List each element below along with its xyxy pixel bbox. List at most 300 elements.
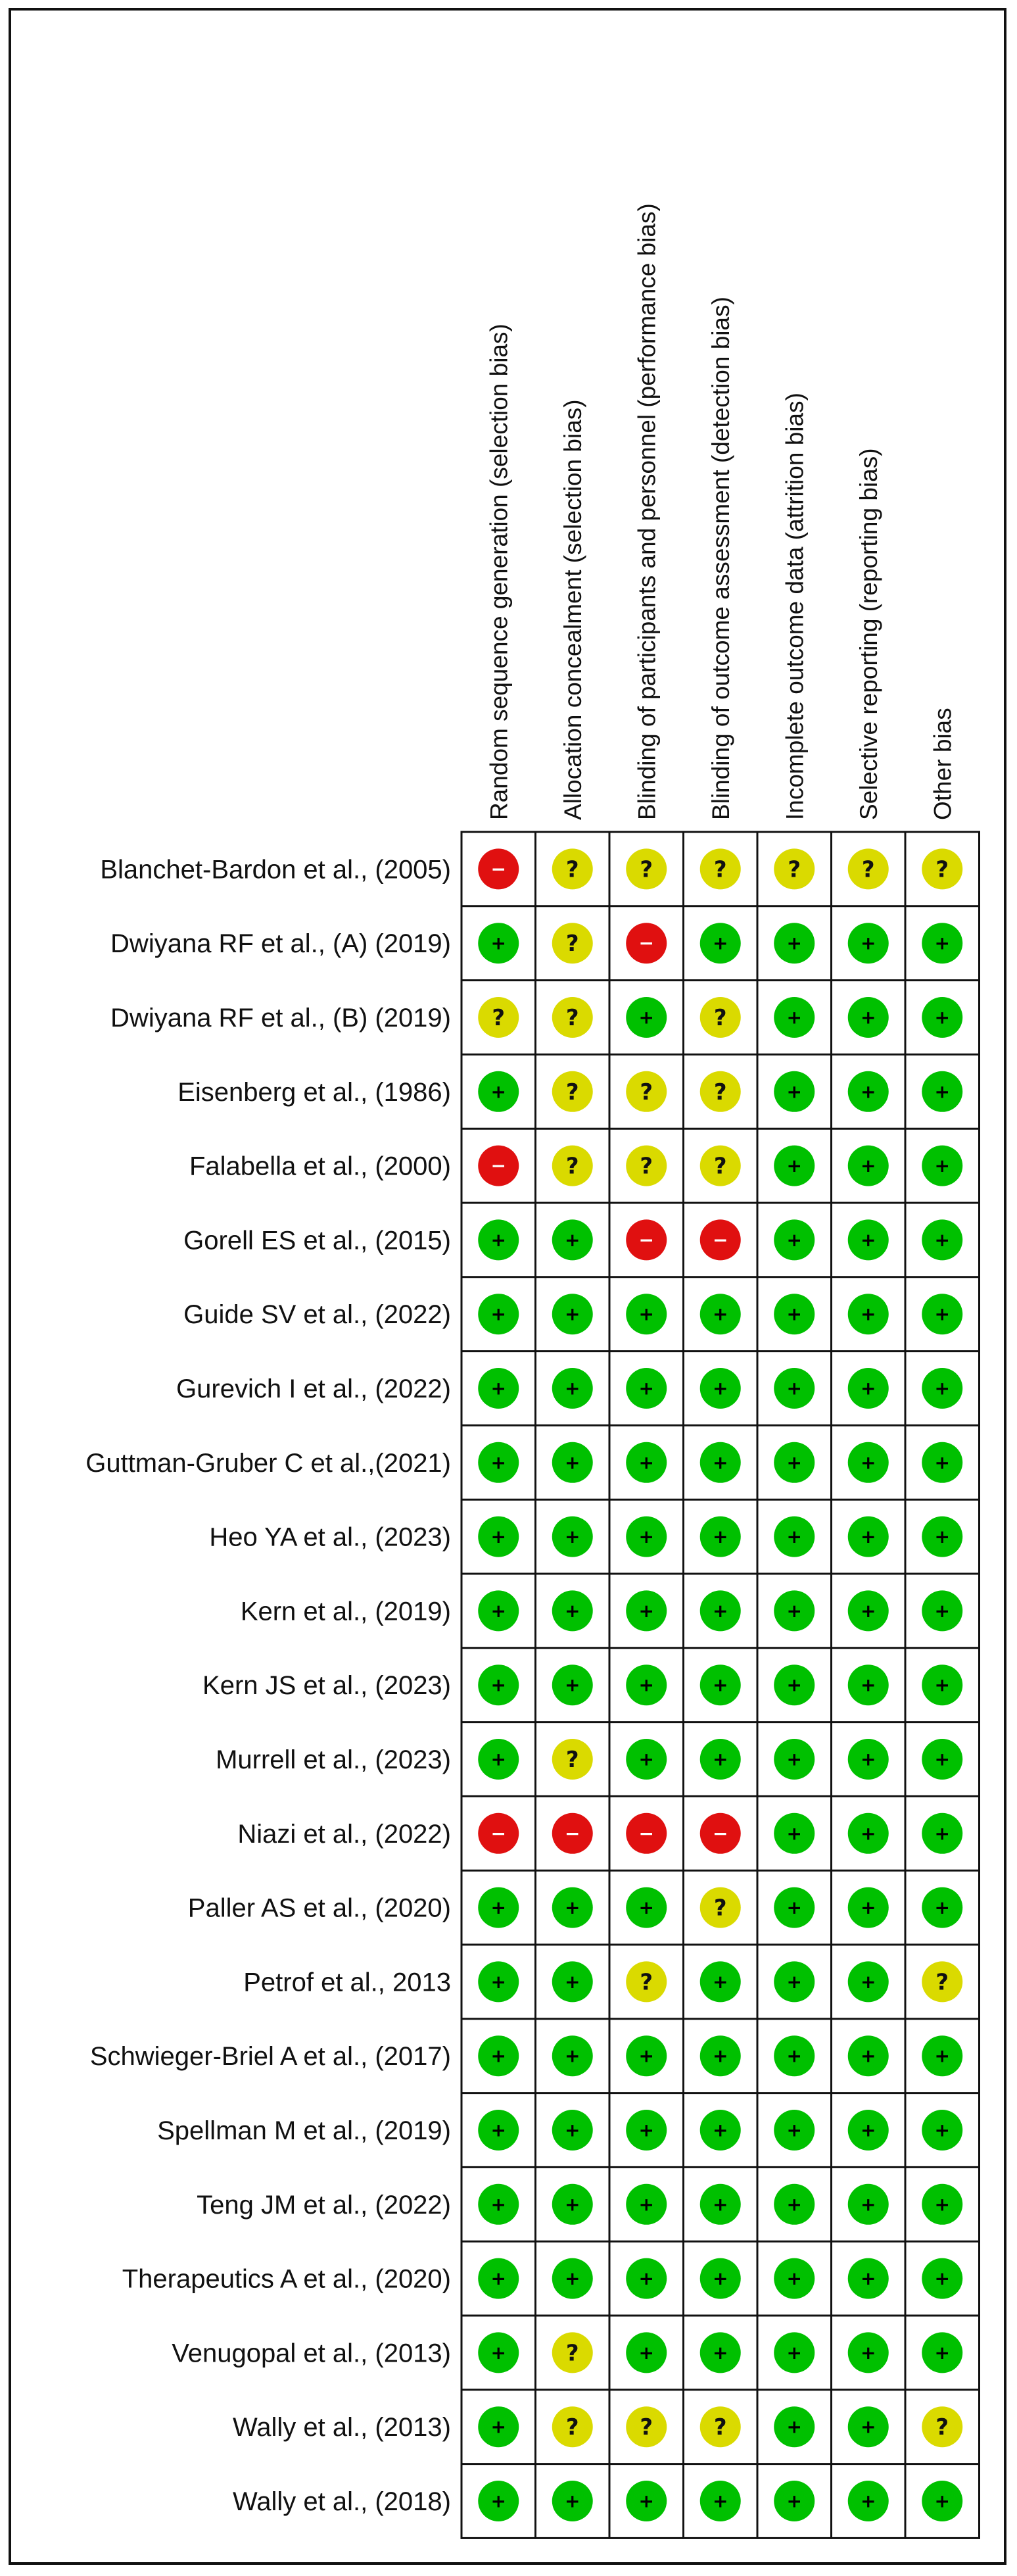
judgement-low xyxy=(848,2184,889,2225)
judgement-low xyxy=(700,2110,741,2151)
low-risk-symbol: + xyxy=(638,1674,654,1696)
low-risk-symbol: + xyxy=(861,1081,876,1103)
judgement-low xyxy=(922,1442,962,1483)
low-risk-symbol: + xyxy=(490,932,506,954)
judgement-low xyxy=(922,1887,962,1928)
row-label: Blanchet-Bardon et al., (2005) xyxy=(100,855,451,885)
unclear-risk-symbol: ? xyxy=(565,931,579,958)
unclear-risk-symbol: ? xyxy=(565,1005,579,1031)
low-risk-symbol: + xyxy=(786,2490,802,2512)
column-label: Incomplete outcome data (attrition bias) xyxy=(781,393,809,820)
low-risk-symbol: + xyxy=(934,1674,950,1696)
judgement-unclear xyxy=(552,2332,593,2373)
judgement-low xyxy=(626,997,667,1038)
judgement-low xyxy=(848,2110,889,2151)
unclear-risk-symbol: ? xyxy=(565,1079,579,1106)
judgement-low xyxy=(626,1294,667,1334)
judgement-low xyxy=(478,2332,519,2373)
judgement-low xyxy=(700,1442,741,1483)
judgement-low xyxy=(774,1887,815,1928)
judgement-low xyxy=(478,1219,519,1260)
judgement-low xyxy=(774,2110,815,2151)
unclear-risk-symbol: ? xyxy=(565,1747,579,1773)
low-risk-symbol: + xyxy=(490,1748,506,1770)
low-risk-symbol: + xyxy=(713,1526,728,1548)
judgement-low xyxy=(478,1071,519,1112)
judgement-low xyxy=(552,1665,593,1705)
judgement-unclear xyxy=(552,1146,593,1186)
row-label: Kern JS et al., (2023) xyxy=(202,1671,451,1701)
judgement-low xyxy=(848,1665,889,1705)
judgement-low xyxy=(922,2481,962,2521)
low-risk-symbol: + xyxy=(638,1006,654,1029)
judgement-low xyxy=(774,1961,815,2002)
row-label: Schwieger-Briel A et al., (2017) xyxy=(89,2042,451,2072)
judgement-low xyxy=(700,2481,741,2521)
judgement-low xyxy=(478,1665,519,1705)
judgement-low xyxy=(700,2258,741,2299)
low-risk-symbol: + xyxy=(638,1377,654,1399)
judgement-high xyxy=(700,1813,741,1854)
low-risk-symbol: + xyxy=(490,1451,506,1474)
judgement-unclear xyxy=(626,848,667,889)
low-risk-symbol: + xyxy=(565,2268,580,2290)
low-risk-symbol: + xyxy=(565,2193,580,2216)
judgement-low xyxy=(922,1219,962,1260)
unclear-risk-symbol: ? xyxy=(640,1153,653,1180)
judgement-low xyxy=(552,1887,593,1928)
judgement-unclear xyxy=(848,848,889,889)
low-risk-symbol: + xyxy=(565,1303,580,1325)
low-risk-symbol: + xyxy=(565,1674,580,1696)
row-label: Eisenberg et al., (1986) xyxy=(177,1077,451,1107)
judgement-low xyxy=(922,1665,962,1705)
judgement-low xyxy=(848,997,889,1038)
low-risk-symbol: + xyxy=(934,2490,950,2512)
low-risk-symbol: + xyxy=(490,2416,506,2438)
low-risk-symbol: + xyxy=(861,1897,876,1919)
low-risk-symbol: + xyxy=(565,1228,580,1251)
judgement-high xyxy=(478,1146,519,1186)
judgement-low xyxy=(700,2184,741,2225)
judgement-low xyxy=(552,2035,593,2076)
judgement-low xyxy=(700,1590,741,1631)
low-risk-symbol: + xyxy=(490,1674,506,1696)
low-risk-symbol: + xyxy=(638,1897,654,1919)
judgement-low xyxy=(478,1294,519,1334)
judgement-low xyxy=(848,1442,889,1483)
low-risk-symbol: + xyxy=(565,1526,580,1548)
low-risk-symbol: + xyxy=(861,2416,876,2438)
judgement-low xyxy=(552,2481,593,2521)
judgement-low xyxy=(700,1517,741,1557)
judgement-high xyxy=(552,1813,593,1854)
row-label: Falabella et al., (2000) xyxy=(189,1152,451,1181)
judgement-low xyxy=(774,1442,815,1483)
low-risk-symbol: + xyxy=(786,2268,802,2290)
low-risk-symbol: + xyxy=(861,2119,876,2141)
low-risk-symbol: + xyxy=(861,1377,876,1399)
unclear-risk-symbol: ? xyxy=(713,1005,727,1031)
low-risk-symbol: + xyxy=(786,1674,802,1696)
low-risk-symbol: + xyxy=(713,2341,728,2364)
low-risk-symbol: + xyxy=(934,2193,950,2216)
judgement-low xyxy=(922,2258,962,2299)
low-risk-symbol: + xyxy=(934,1599,950,1622)
judgement-low xyxy=(774,1294,815,1334)
low-risk-symbol: + xyxy=(861,1748,876,1770)
judgement-low xyxy=(478,1368,519,1409)
judgement-low xyxy=(922,1739,962,1780)
judgement-low xyxy=(626,1442,667,1483)
low-risk-symbol: + xyxy=(565,2119,580,2141)
low-risk-symbol: + xyxy=(713,2268,728,2290)
judgement-unclear xyxy=(700,1887,741,1928)
high-risk-symbol: − xyxy=(713,1822,728,1845)
low-risk-symbol: + xyxy=(786,1822,802,1845)
unclear-risk-symbol: ? xyxy=(565,2340,579,2367)
low-risk-symbol: + xyxy=(713,1748,728,1770)
row-label: Teng JM et al., (2022) xyxy=(197,2190,451,2220)
judgement-low xyxy=(848,1219,889,1260)
low-risk-symbol: + xyxy=(786,1006,802,1029)
low-risk-symbol: + xyxy=(565,1897,580,1919)
low-risk-symbol: + xyxy=(638,1526,654,1548)
unclear-risk-symbol: ? xyxy=(713,856,727,883)
judgement-low xyxy=(700,2332,741,2373)
judgement-low xyxy=(626,2481,667,2521)
judgement-unclear xyxy=(700,997,741,1038)
judgement-low xyxy=(478,1590,519,1631)
unclear-risk-symbol: ? xyxy=(565,1153,579,1180)
judgement-unclear xyxy=(922,2406,962,2447)
judgement-low xyxy=(848,1739,889,1780)
judgement-low xyxy=(774,2258,815,2299)
judgement-low xyxy=(700,2035,741,2076)
judgement-low xyxy=(774,1739,815,1780)
low-risk-symbol: + xyxy=(713,2045,728,2067)
low-risk-symbol: + xyxy=(638,1303,654,1325)
row-label: Guide SV et al., (2022) xyxy=(183,1300,451,1330)
column-label: Blinding of participants and personnel (performance bias) xyxy=(633,203,661,820)
judgement-low xyxy=(626,2110,667,2151)
low-risk-symbol: + xyxy=(713,2193,728,2216)
row-label: Dwiyana RF et al., (B) (2019) xyxy=(110,1004,451,1033)
unclear-risk-symbol: ? xyxy=(935,1969,949,1996)
judgement-low xyxy=(478,1739,519,1780)
low-risk-symbol: + xyxy=(490,2045,506,2067)
judgement-low xyxy=(922,2035,962,2076)
high-risk-symbol: − xyxy=(565,1822,580,1845)
low-risk-symbol: + xyxy=(786,1970,802,1993)
low-risk-symbol: + xyxy=(786,932,802,954)
low-risk-symbol: + xyxy=(861,1228,876,1251)
judgement-low xyxy=(774,2481,815,2521)
judgement-low xyxy=(552,1961,593,2002)
low-risk-symbol: + xyxy=(861,2268,876,2290)
row-label: Petrof et al., 2013 xyxy=(243,1968,451,1997)
judgement-low xyxy=(478,1887,519,1928)
low-risk-symbol: + xyxy=(786,1155,802,1177)
judgement-low xyxy=(700,1739,741,1780)
judgement-low xyxy=(922,923,962,963)
high-risk-symbol: − xyxy=(713,1228,728,1251)
judgement-low xyxy=(552,1442,593,1483)
high-risk-symbol: − xyxy=(638,932,654,954)
low-risk-symbol: + xyxy=(713,1599,728,1622)
low-risk-symbol: + xyxy=(861,1674,876,1696)
high-risk-symbol: − xyxy=(638,1822,654,1845)
low-risk-symbol: + xyxy=(565,1377,580,1399)
row-label: Murrell et al., (2023) xyxy=(216,1745,451,1774)
judgement-low xyxy=(626,2258,667,2299)
low-risk-symbol: + xyxy=(861,1822,876,1845)
unclear-risk-symbol: ? xyxy=(713,2414,727,2441)
row-label: Wally et al., (2013) xyxy=(233,2413,451,2442)
judgement-low xyxy=(700,1665,741,1705)
judgement-low xyxy=(626,2035,667,2076)
low-risk-symbol: + xyxy=(934,2119,950,2141)
judgement-unclear xyxy=(552,1071,593,1112)
low-risk-symbol: + xyxy=(713,2119,728,2141)
judgement-low xyxy=(626,1517,667,1557)
judgement-low xyxy=(848,1517,889,1557)
low-risk-symbol: + xyxy=(861,1970,876,1993)
unclear-risk-symbol: ? xyxy=(713,1153,727,1180)
unclear-risk-symbol: ? xyxy=(492,1005,506,1031)
row-label: Spellman M et al., (2019) xyxy=(157,2116,451,2145)
judgement-unclear xyxy=(626,2406,667,2447)
judgement-low xyxy=(478,1442,519,1483)
low-risk-symbol: + xyxy=(565,2045,580,2067)
judgement-low xyxy=(626,1887,667,1928)
unclear-risk-symbol: ? xyxy=(861,856,875,883)
row-label: Niazi et al., (2022) xyxy=(237,1819,451,1849)
row-label: Wally et al., (2018) xyxy=(233,2487,451,2516)
judgement-unclear xyxy=(626,1071,667,1112)
low-risk-symbol: + xyxy=(490,1599,506,1622)
judgement-unclear xyxy=(552,848,593,889)
column-label: Allocation concealment (selection bias) xyxy=(559,399,586,820)
low-risk-symbol: + xyxy=(786,1897,802,1919)
judgement-low xyxy=(774,1368,815,1409)
low-risk-symbol: + xyxy=(786,2341,802,2364)
low-risk-symbol: + xyxy=(786,2416,802,2438)
judgement-high xyxy=(478,1813,519,1854)
judgement-low xyxy=(848,2332,889,2373)
judgement-unclear xyxy=(552,997,593,1038)
row-label: Venugopal et al., (2013) xyxy=(172,2339,451,2368)
low-risk-symbol: + xyxy=(934,2268,950,2290)
row-label: Therapeutics A et al., (2020) xyxy=(122,2264,451,2294)
judgement-low xyxy=(922,997,962,1038)
judgement-low xyxy=(922,2332,962,2373)
column-label: Random sequence generation (selection bias) xyxy=(485,324,513,820)
low-risk-symbol: + xyxy=(638,2045,654,2067)
unclear-risk-symbol: ? xyxy=(640,1969,653,1996)
judgement-unclear xyxy=(922,848,962,889)
judgement-low xyxy=(922,1146,962,1186)
judgement-high xyxy=(626,1219,667,1260)
judgement-low xyxy=(848,2406,889,2447)
low-risk-symbol: + xyxy=(861,1526,876,1548)
low-risk-symbol: + xyxy=(934,932,950,954)
low-risk-symbol: + xyxy=(934,1081,950,1103)
low-risk-symbol: + xyxy=(934,1006,950,1029)
low-risk-symbol: + xyxy=(934,1377,950,1399)
low-risk-symbol: + xyxy=(934,1526,950,1548)
judgement-low xyxy=(552,2110,593,2151)
low-risk-symbol: + xyxy=(786,1081,802,1103)
low-risk-symbol: + xyxy=(786,2045,802,2067)
low-risk-symbol: + xyxy=(490,1228,506,1251)
judgement-low xyxy=(774,1146,815,1186)
row-label: Gurevich I et al., (2022) xyxy=(176,1374,451,1403)
unclear-risk-symbol: ? xyxy=(640,2414,653,2441)
judgement-unclear xyxy=(700,848,741,889)
low-risk-symbol: + xyxy=(490,1526,506,1548)
judgement-low xyxy=(478,2406,519,2447)
judgement-low xyxy=(922,1813,962,1854)
low-risk-symbol: + xyxy=(490,1970,506,1993)
low-risk-symbol: + xyxy=(934,1897,950,1919)
judgement-low xyxy=(848,1813,889,1854)
judgement-high xyxy=(478,848,519,889)
judgement-low xyxy=(848,923,889,963)
judgement-low xyxy=(774,997,815,1038)
judgement-unclear xyxy=(552,923,593,963)
judgement-low xyxy=(922,1590,962,1631)
low-risk-symbol: + xyxy=(861,2341,876,2364)
low-risk-symbol: + xyxy=(861,2490,876,2512)
low-risk-symbol: + xyxy=(861,932,876,954)
low-risk-symbol: + xyxy=(490,1377,506,1399)
judgement-low xyxy=(774,2184,815,2225)
judgement-low xyxy=(478,2258,519,2299)
unclear-risk-symbol: ? xyxy=(713,1079,727,1106)
judgement-low xyxy=(700,1294,741,1334)
judgement-unclear xyxy=(700,1146,741,1186)
low-risk-symbol: + xyxy=(490,2268,506,2290)
low-risk-symbol: + xyxy=(786,1228,802,1251)
low-risk-symbol: + xyxy=(934,1451,950,1474)
judgement-low xyxy=(478,1517,519,1557)
low-risk-symbol: + xyxy=(786,1451,802,1474)
low-risk-symbol: + xyxy=(565,1451,580,1474)
low-risk-symbol: + xyxy=(713,932,728,954)
judgement-low xyxy=(626,1368,667,1409)
judgement-low xyxy=(922,1071,962,1112)
low-risk-symbol: + xyxy=(934,1822,950,1845)
judgement-low xyxy=(774,923,815,963)
judgement-low xyxy=(848,1887,889,1928)
judgement-low xyxy=(922,2110,962,2151)
low-risk-symbol: + xyxy=(861,1006,876,1029)
judgement-unclear xyxy=(552,2406,593,2447)
judgement-low xyxy=(626,1739,667,1780)
judgement-low xyxy=(848,2481,889,2521)
judgement-low xyxy=(848,1590,889,1631)
judgement-low xyxy=(922,1368,962,1409)
judgement-low xyxy=(774,2332,815,2373)
judgement-low xyxy=(848,1294,889,1334)
judgement-low xyxy=(774,1071,815,1112)
low-risk-symbol: + xyxy=(861,2193,876,2216)
judgement-low xyxy=(478,2110,519,2151)
low-risk-symbol: + xyxy=(861,1303,876,1325)
judgement-low xyxy=(700,1368,741,1409)
unclear-risk-symbol: ? xyxy=(640,1079,653,1106)
judgement-low xyxy=(626,2184,667,2225)
judgement-low xyxy=(626,2332,667,2373)
low-risk-symbol: + xyxy=(638,1748,654,1770)
row-label: Gorell ES et al., (2015) xyxy=(183,1226,451,1255)
judgement-low xyxy=(552,1219,593,1260)
judgement-low xyxy=(552,1517,593,1557)
low-risk-symbol: + xyxy=(861,2045,876,2067)
column-label: Blinding of outcome assessment (detection bias) xyxy=(707,297,734,820)
low-risk-symbol: + xyxy=(490,2193,506,2216)
judgement-low xyxy=(774,1219,815,1260)
judgement-high xyxy=(626,1813,667,1854)
low-risk-symbol: + xyxy=(786,1748,802,1770)
low-risk-symbol: + xyxy=(713,1451,728,1474)
low-risk-symbol: + xyxy=(490,1081,506,1103)
judgement-low xyxy=(626,1590,667,1631)
judgement-low xyxy=(848,1146,889,1186)
low-risk-symbol: + xyxy=(638,2490,654,2512)
low-risk-symbol: + xyxy=(490,2341,506,2364)
low-risk-symbol: + xyxy=(565,2490,580,2512)
low-risk-symbol: + xyxy=(638,1451,654,1474)
unclear-risk-symbol: ? xyxy=(565,856,579,883)
low-risk-symbol: + xyxy=(490,1303,506,1325)
high-risk-symbol: − xyxy=(490,858,506,880)
judgement-low xyxy=(774,1665,815,1705)
low-risk-symbol: + xyxy=(786,1599,802,1622)
judgement-unclear xyxy=(700,2406,741,2447)
judgement-low xyxy=(774,1590,815,1631)
row-label: Kern et al., (2019) xyxy=(240,1597,451,1626)
judgement-low xyxy=(478,2481,519,2521)
judgement-low xyxy=(700,923,741,963)
judgement-unclear xyxy=(552,1739,593,1780)
low-risk-symbol: + xyxy=(565,1970,580,1993)
column-label: Selective reporting (reporting bias) xyxy=(855,448,882,820)
row-label: Guttman-Gruber C et al.,(2021) xyxy=(85,1448,451,1478)
judgement-unclear xyxy=(700,1071,741,1112)
low-risk-symbol: + xyxy=(786,2193,802,2216)
low-risk-symbol: + xyxy=(861,1155,876,1177)
judgement-low xyxy=(848,2258,889,2299)
low-risk-symbol: + xyxy=(861,1599,876,1622)
column-label: Other bias xyxy=(929,708,957,820)
low-risk-symbol: + xyxy=(713,1303,728,1325)
judgement-unclear xyxy=(626,1146,667,1186)
low-risk-symbol: + xyxy=(713,1674,728,1696)
judgement-low xyxy=(922,1294,962,1334)
judgement-low xyxy=(922,1517,962,1557)
judgement-low xyxy=(848,2035,889,2076)
unclear-risk-symbol: ? xyxy=(565,2414,579,2441)
judgement-low xyxy=(478,2035,519,2076)
low-risk-symbol: + xyxy=(638,2193,654,2216)
low-risk-symbol: + xyxy=(490,1897,506,1919)
judgement-unclear xyxy=(626,1961,667,2002)
row-label: Dwiyana RF et al., (A) (2019) xyxy=(110,929,451,959)
judgement-low xyxy=(552,1294,593,1334)
unclear-risk-symbol: ? xyxy=(640,856,653,883)
